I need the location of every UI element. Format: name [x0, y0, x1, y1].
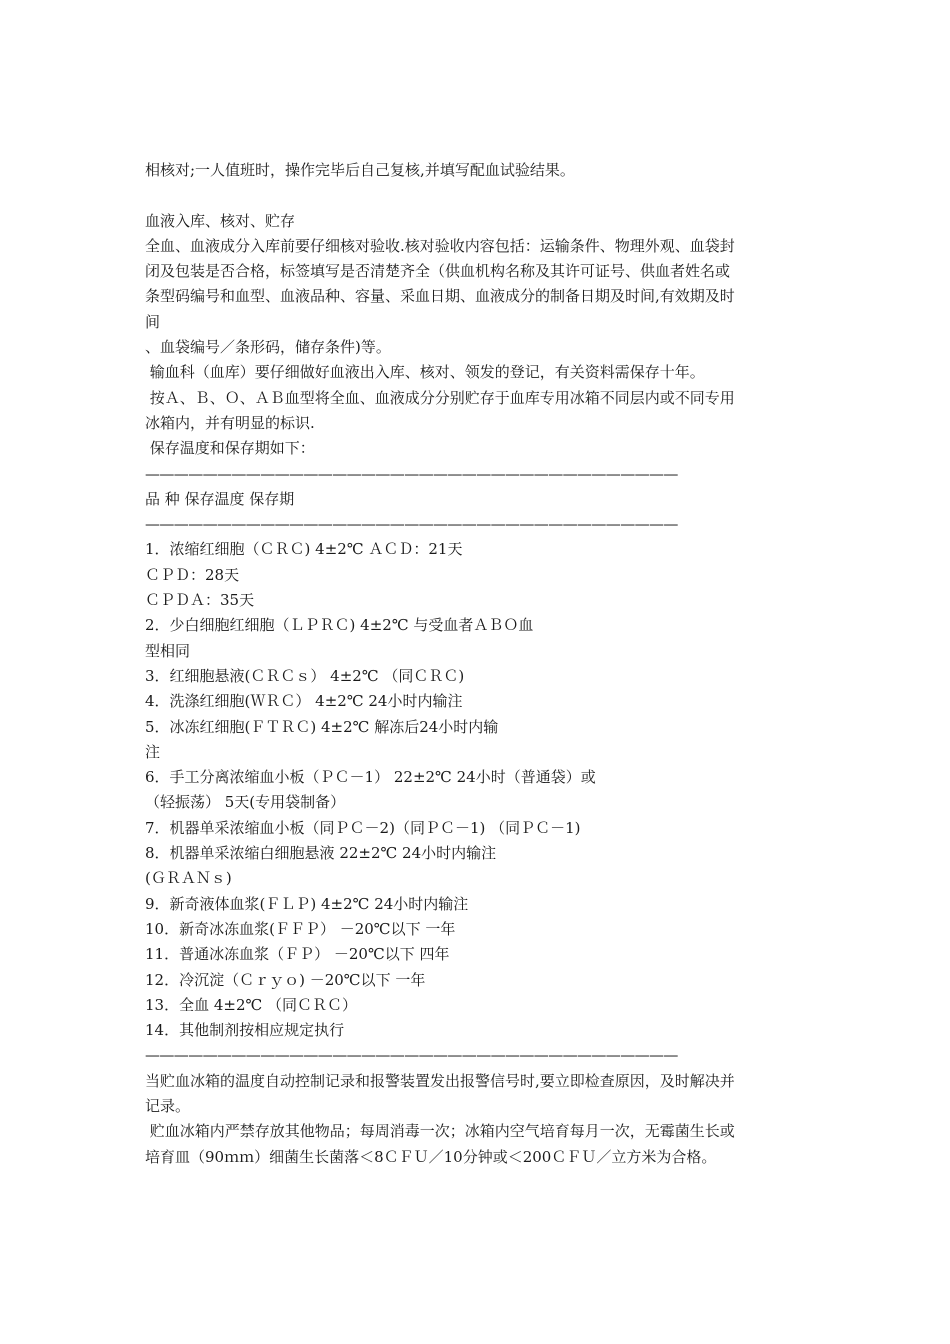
continuation-text: 相核对;一人值班时，操作完毕后自己复核,并填写配血试验结果。 [145, 161, 575, 179]
table-line: ＣＰＤＡ：35天 [145, 591, 255, 610]
para1-line: 条型码编号和血型、血液品种、容量、采血日期、血液成分的制备日期及时间,有效期及时 [145, 287, 735, 306]
para3-line: 冰箱内，并有明显的标识. [145, 413, 315, 432]
table-line: 11．普通冰冻血浆（ＦＰ） －20℃以下 四年 [145, 945, 450, 964]
table-line: ＣＰＤ：28天 [145, 565, 240, 584]
table-line: （轻振荡） 5天(专用袋制备） [145, 793, 346, 812]
para5-line: 当贮血冰箱的温度自动控制记录和报警装置发出报警信号时,要立即检查原因，及时解决并 [145, 1071, 735, 1090]
table-line: 3．红细胞悬液(ＣＲＣｓ） 4±2℃ （同ＣＲＣ) [145, 666, 465, 685]
table-line: 14．其他制剂按相应规定执行 [145, 1021, 345, 1040]
table-line: 8．机器单采浓缩白细胞悬液 22±2℃ 24小时内输注 [145, 844, 497, 863]
document-page [145, 158, 810, 1170]
spacer [145, 183, 810, 208]
divider-rule: ————————————————————————————————————— [145, 464, 678, 483]
para1-line: 、血袋编号／条形码，储存条件)等。 [145, 338, 391, 357]
table-line: 9．新奇液体血浆(ＦＬＰ) 4±2℃ 24小时内输注 [145, 894, 469, 913]
table-line: 型相同 [145, 641, 191, 660]
divider-rule: ————————————————————————————————————— [145, 515, 678, 534]
table-line: 5．冰冻红细胞(ＦＴＲＣ) 4±2℃ 解冻后24小时内输 [145, 717, 499, 736]
para3-line: 按Ａ、Ｂ、Ｏ、ＡＢ血型将全血、血液成分分别贮存于血库专用冰箱不同层内或不同专用 [145, 388, 735, 407]
table-line: 4．洗涤红细胞(ＷＲＣ） 4±2℃ 24小时内输注 [145, 692, 463, 711]
para1-line: 间 [145, 312, 161, 331]
para2-text: 输血科（血库）要仔细做好血液出入库、核对、领发的登记，有关资料需保存十年。 [145, 363, 705, 382]
table-header: 品 种 保存温度 保存期 [145, 489, 295, 508]
table-line: 7．机器单采浓缩血小板（同ＰＣ－2)（同ＰＣ－1) （同ＰＣ－1) [145, 818, 581, 837]
para6-line: 贮血冰箱内严禁存放其他物品；每周消毒一次；冰箱内空气培育每月一次，无霉菌生长或 [145, 1122, 735, 1141]
section-title: 血液入库、核对、贮存 [145, 211, 296, 230]
table-line: 注 [145, 742, 161, 761]
table-line: (ＧＲＡＮｓ) [145, 869, 232, 888]
table-line: 13．全血 4±2℃ （同ＣＲＣ） [145, 995, 358, 1014]
divider-rule: ————————————————————————————————————— [145, 1046, 678, 1065]
para5-line: 记录。 [145, 1096, 191, 1115]
para1-line: 全血、血液成分入库前要仔细核对验收.核对验收内容包括：运输条件、物理外观、血袋封 [145, 236, 735, 255]
para1-line: 闭及包装是否合格，标签填写是否清楚齐全（供血机构名称及其许可证号、供血者姓名或 [145, 262, 731, 281]
table-line: 10．新奇冰冻血浆(ＦＦＰ） －20℃以下 一年 [145, 919, 456, 938]
table-line: 6．手工分离浓缩血小板（ＰＣ－1） 22±2℃ 24小时（普通袋）或 [145, 768, 596, 787]
table-line: 1．浓缩红细胞（ＣＲＣ) 4±2℃ ＡＣＤ：21天 [145, 540, 463, 559]
table-line: 2．少白细胞红细胞（ＬＰＲＣ) 4±2℃ 与受血者ＡＢＯ血 [145, 616, 534, 635]
para4-text: 保存温度和保存期如下： [145, 439, 315, 458]
para6-line: 培育皿（90ｍｍ）细菌生长菌落＜8ＣＦＵ／10分钟或＜200ＣＦＵ／立方米为合格。 [145, 1147, 717, 1166]
table-line: 12．冷沉淀（Ｃｒｙｏ) －20℃以下 一年 [145, 970, 426, 989]
